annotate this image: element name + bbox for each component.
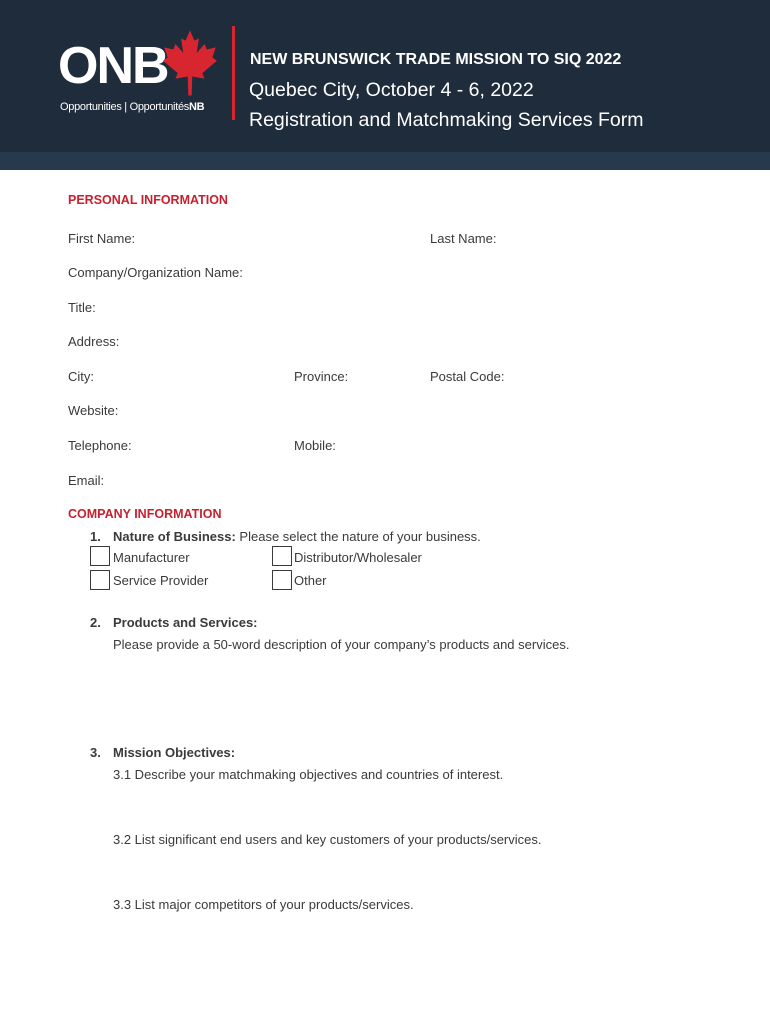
last-name-field[interactable]: Last Name: [430, 231, 497, 246]
service-provider-label: Service Provider [113, 573, 209, 588]
personal-info-heading: PERSONAL INFORMATION [68, 193, 228, 207]
q3-title: Mission Objectives: [113, 745, 236, 760]
form-subtitle: Registration and Matchmaking Services Form [249, 109, 644, 131]
email-field[interactable]: Email: [68, 473, 105, 488]
header-band [0, 152, 770, 170]
manufacturer-label: Manufacturer [113, 550, 190, 565]
q3-item-3[interactable]: 3.3 List major competitors of your products/services. [113, 897, 414, 912]
form-title: NEW BRUNSWICK TRADE MISSION TO SIQ 2022 [250, 51, 622, 68]
q1-title-bold: Nature of Business: [113, 529, 236, 544]
city-field[interactable]: City: [68, 369, 94, 384]
tagline-bold: NB [188, 101, 205, 113]
title-field[interactable]: Title: [68, 300, 96, 315]
q1-title-rest: Please select the nature of your business. [235, 529, 481, 544]
website-field[interactable]: Website: [68, 403, 119, 418]
event-dates: Quebec City, October 4 - 6, 2022 [249, 79, 534, 101]
q2-number: 2. [90, 615, 101, 630]
distributor-label: Distributor/Wholesaler [294, 550, 422, 565]
tagline-regular: Opportunities | Opportunités [60, 101, 189, 113]
distributor-checkbox[interactable] [272, 546, 292, 566]
q3-item-2[interactable]: 3.2 List significant end users and key customers of your products/services. [113, 832, 542, 847]
other-checkbox[interactable] [272, 570, 292, 590]
q2-description[interactable]: Please provide a 50-word description of your company’s products and services. [113, 637, 570, 652]
header-divider [232, 26, 235, 120]
q3-item-1[interactable]: 3.1 Describe your matchmaking objectives and countries of interest. [113, 767, 504, 782]
postal-code-field[interactable]: Postal Code: [430, 369, 505, 384]
onb-logo [58, 30, 218, 120]
header-banner [0, 0, 770, 152]
company-info-heading: COMPANY INFORMATION [68, 507, 222, 521]
company-name-field[interactable]: Company/Organization Name: [68, 265, 243, 280]
mobile-field[interactable]: Mobile: [294, 438, 336, 453]
telephone-field[interactable]: Telephone: [68, 438, 132, 453]
other-label: Other [294, 573, 327, 588]
maple-leaf-icon [162, 28, 218, 98]
q1-title [113, 529, 481, 544]
logo-tagline [60, 101, 204, 113]
service-provider-checkbox[interactable] [90, 570, 110, 590]
manufacturer-checkbox[interactable] [90, 546, 110, 566]
first-name-field[interactable]: First Name: [68, 231, 136, 246]
q2-title: Products and Services: [113, 615, 258, 630]
logo-text: ONB [58, 37, 168, 95]
q1-number: 1. [90, 529, 101, 544]
address-field[interactable]: Address: [68, 334, 120, 349]
q3-number: 3. [90, 745, 101, 760]
province-field[interactable]: Province: [294, 369, 349, 384]
